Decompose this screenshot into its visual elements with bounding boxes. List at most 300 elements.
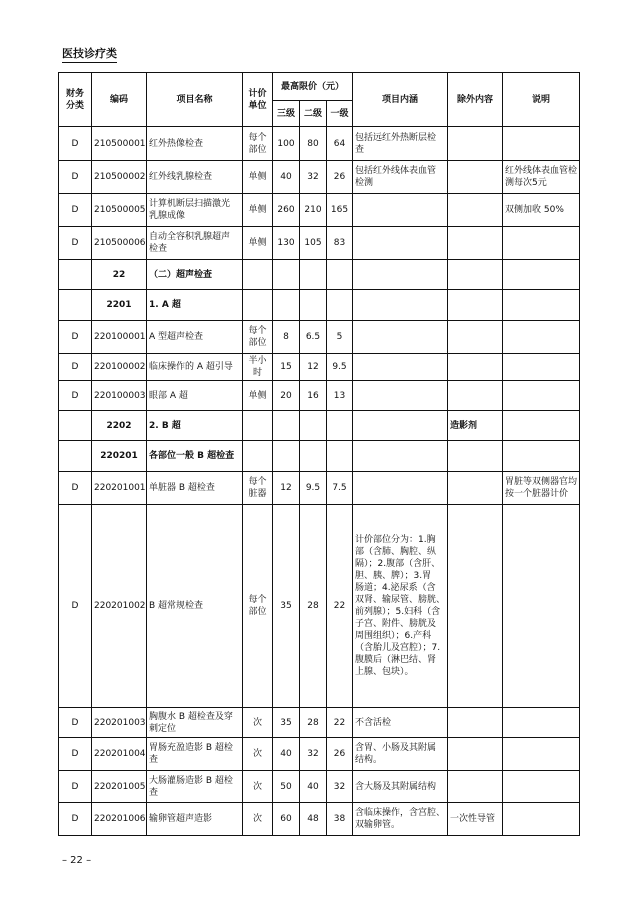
cell-fin bbox=[59, 354, 92, 381]
cell-content bbox=[353, 771, 448, 803]
cell-fin-text: D bbox=[71, 601, 79, 611]
cell-unit bbox=[243, 771, 273, 803]
cell-content-text: 计价部位分为：1.胸 部（含肺、胸腔、纵 隔）；2.腹部（含肝、 胆、胰、脾）；3.胃 肠道；4.泌尿系（含 双肾、输尿管、膀胱、 前列腺）；5.妇科（含 子宫、附件、膀胱及 周围组织）；6.产科 （含胎儿及宫腔）；7. 腹膜后（淋巴结、肾 上腺、包块）。 bbox=[355, 535, 446, 677]
cell-p3 bbox=[273, 411, 300, 441]
cell-unit bbox=[243, 290, 273, 321]
cell-desc bbox=[503, 472, 580, 505]
price-table bbox=[58, 72, 580, 836]
cell-p3 bbox=[273, 227, 300, 260]
cell-desc bbox=[503, 354, 580, 381]
cell-name bbox=[147, 505, 243, 708]
cell-unit bbox=[243, 441, 273, 472]
cell-name bbox=[147, 708, 243, 738]
cell-name-text: 自动全容积乳腺超声 检查 bbox=[149, 232, 231, 254]
header-max-price bbox=[273, 73, 353, 101]
cell-name bbox=[147, 472, 243, 505]
cell-p3-text: 40 bbox=[280, 172, 292, 182]
cell-unit bbox=[243, 505, 273, 708]
cell-name bbox=[147, 194, 243, 227]
table-row bbox=[59, 194, 580, 227]
cell-exclusion bbox=[448, 472, 503, 505]
table-row bbox=[59, 260, 580, 290]
cell-name-text: A 型超声检查 bbox=[149, 332, 204, 342]
cell-fin-text: D bbox=[71, 362, 79, 372]
cell-p3-text: 35 bbox=[280, 601, 292, 611]
cell-code bbox=[92, 381, 147, 411]
cell-exclusion bbox=[448, 411, 503, 441]
cell-code bbox=[92, 127, 147, 161]
cell-exclusion bbox=[448, 354, 503, 381]
cell-fin-text: D bbox=[71, 390, 79, 401]
cell-code bbox=[92, 771, 147, 803]
cell-desc-text: 胃脏等双侧器官均 按一个脏器计价 bbox=[505, 477, 578, 499]
cell-p3-text: 12 bbox=[280, 483, 292, 493]
table-row bbox=[59, 803, 580, 836]
cell-exclusion bbox=[448, 708, 503, 738]
cell-name bbox=[147, 321, 243, 354]
cell-p3-text: 260 bbox=[277, 205, 295, 215]
cell-fin-text: D bbox=[71, 814, 79, 824]
cell-code bbox=[92, 441, 147, 472]
cell-p3 bbox=[273, 441, 300, 472]
cell-p1-text: 22 bbox=[333, 601, 346, 611]
cell-desc bbox=[503, 260, 580, 290]
cell-unit-text: 单侧 bbox=[248, 172, 267, 182]
cell-name bbox=[147, 771, 243, 803]
header-code-label: 编码 bbox=[109, 94, 128, 105]
cell-code-text: 210500002 bbox=[94, 172, 146, 182]
header-desc bbox=[503, 73, 580, 127]
cell-desc bbox=[503, 381, 580, 411]
header-unit bbox=[243, 73, 273, 127]
cell-content bbox=[353, 708, 448, 738]
cell-desc bbox=[503, 738, 580, 771]
cell-exclusion bbox=[448, 738, 503, 771]
cell-exclusion bbox=[448, 441, 503, 472]
cell-desc bbox=[503, 161, 580, 194]
cell-p3-text: 35 bbox=[280, 717, 292, 728]
cell-p3-text: 15 bbox=[280, 362, 292, 372]
cell-code bbox=[92, 194, 147, 227]
cell-name bbox=[147, 738, 243, 771]
cell-p1 bbox=[327, 708, 353, 738]
cell-content bbox=[353, 411, 448, 441]
cell-p1 bbox=[327, 161, 353, 194]
cell-p1-text: 26 bbox=[333, 749, 346, 759]
cell-content bbox=[353, 354, 448, 381]
cell-desc bbox=[503, 321, 580, 354]
cell-unit bbox=[243, 738, 273, 771]
cell-unit bbox=[243, 161, 273, 194]
cell-unit-text: 次 bbox=[252, 814, 262, 824]
cell-exclusion-text: 造影剂 bbox=[450, 420, 478, 431]
cell-unit-text: 单侧 bbox=[248, 390, 267, 401]
table-row bbox=[59, 381, 580, 411]
cell-p1 bbox=[327, 472, 353, 505]
cell-p1-text: 9.5 bbox=[332, 362, 347, 372]
cell-unit bbox=[243, 127, 273, 161]
cell-unit-text: 单侧 bbox=[248, 238, 267, 248]
cell-name bbox=[147, 161, 243, 194]
cell-p1 bbox=[327, 354, 353, 381]
cell-p1 bbox=[327, 321, 353, 354]
cell-p3-text: 40 bbox=[280, 749, 292, 759]
cell-code-text: 210500005 bbox=[94, 205, 146, 215]
header-desc-label: 说明 bbox=[531, 94, 550, 105]
cell-code-text: 220201006 bbox=[94, 814, 146, 824]
cell-fin bbox=[59, 194, 92, 227]
cell-exclusion bbox=[448, 260, 503, 290]
table-row bbox=[59, 505, 580, 708]
cell-code bbox=[92, 803, 147, 836]
cell-content bbox=[353, 321, 448, 354]
cell-desc bbox=[503, 194, 580, 227]
cell-fin bbox=[59, 227, 92, 260]
cell-content bbox=[353, 290, 448, 321]
cell-name-text: 胸腹水 B 超检查及穿 刺定位 bbox=[149, 711, 233, 734]
cell-name-text: 输卵管超声造影 bbox=[149, 814, 213, 824]
cell-exclusion bbox=[448, 127, 503, 161]
cell-p1-text: 13 bbox=[333, 390, 346, 401]
cell-unit-text: 次 bbox=[252, 781, 262, 792]
cell-content-text: 含临床操作，含宫腔、 双输卵管。 bbox=[355, 808, 446, 830]
cell-p2 bbox=[300, 803, 327, 836]
cell-p3-text: 130 bbox=[277, 238, 295, 248]
header-lvl2-label: 二级 bbox=[303, 108, 322, 119]
table-row bbox=[59, 771, 580, 803]
cell-code-text: 2201 bbox=[106, 300, 132, 310]
header-exclusion-label: 除外内容 bbox=[456, 94, 493, 105]
cell-p1 bbox=[327, 771, 353, 803]
cell-unit-text: 单侧 bbox=[248, 205, 267, 215]
cell-name-text: 大肠灌肠造影 B 超检 查 bbox=[149, 775, 233, 798]
cell-exclusion bbox=[448, 771, 503, 803]
cell-unit bbox=[243, 708, 273, 738]
cell-fin bbox=[59, 738, 92, 771]
cell-fin-text: D bbox=[71, 332, 79, 342]
cell-code-text: 220100003 bbox=[94, 390, 146, 401]
cell-p2-text: 32 bbox=[307, 749, 319, 759]
category-label: 医技诊疗类 bbox=[62, 45, 117, 63]
cell-p3 bbox=[273, 127, 300, 161]
cell-p3-text: 50 bbox=[280, 781, 292, 792]
header-content bbox=[353, 73, 448, 127]
cell-p2 bbox=[300, 381, 327, 411]
cell-content bbox=[353, 194, 448, 227]
cell-name-text: 2. B 超 bbox=[149, 420, 181, 431]
cell-fin-text: D bbox=[71, 717, 79, 728]
cell-p3 bbox=[273, 260, 300, 290]
header-lvl1 bbox=[327, 101, 353, 127]
cell-content bbox=[353, 227, 448, 260]
cell-code-text: 220201004 bbox=[94, 749, 146, 759]
cell-unit bbox=[243, 321, 273, 354]
table-body bbox=[59, 127, 580, 836]
cell-desc bbox=[503, 290, 580, 321]
cell-fin-text: D bbox=[71, 483, 79, 493]
cell-name-text: 1. A 超 bbox=[149, 300, 181, 310]
cell-p3 bbox=[273, 505, 300, 708]
cell-desc bbox=[503, 803, 580, 836]
cell-name-text: 各部位一般 B 超检查 bbox=[149, 451, 235, 461]
cell-p1-text: 64 bbox=[333, 138, 346, 149]
table-row bbox=[59, 354, 580, 381]
cell-content bbox=[353, 472, 448, 505]
cell-p2-text: 12 bbox=[307, 362, 319, 372]
table-row bbox=[59, 227, 580, 260]
cell-content bbox=[353, 381, 448, 411]
cell-p1 bbox=[327, 411, 353, 441]
cell-content-text: 包括远红外热断层检 查 bbox=[355, 132, 437, 155]
cell-name-text: 胃肠充盈造影 B 超检 查 bbox=[149, 743, 233, 765]
cell-code-text: 210500006 bbox=[94, 238, 146, 248]
cell-p1-text: 5 bbox=[336, 332, 343, 342]
cell-content-text: 不含活检 bbox=[355, 717, 392, 728]
table-row bbox=[59, 708, 580, 738]
cell-name bbox=[147, 127, 243, 161]
cell-fin bbox=[59, 771, 92, 803]
cell-name bbox=[147, 290, 243, 321]
cell-code-text: 220201002 bbox=[94, 601, 146, 611]
cell-p2 bbox=[300, 227, 327, 260]
cell-unit-text: 每个 部位 bbox=[248, 132, 267, 155]
cell-unit bbox=[243, 260, 273, 290]
cell-fin bbox=[59, 260, 92, 290]
cell-content bbox=[353, 505, 448, 708]
cell-p3 bbox=[273, 472, 300, 505]
cell-unit bbox=[243, 354, 273, 381]
cell-p1-text: 165 bbox=[330, 205, 349, 215]
cell-code bbox=[92, 321, 147, 354]
cell-code bbox=[92, 260, 147, 290]
cell-unit bbox=[243, 194, 273, 227]
cell-p2 bbox=[300, 771, 327, 803]
table-row bbox=[59, 472, 580, 505]
cell-exclusion bbox=[448, 381, 503, 411]
cell-p1 bbox=[327, 803, 353, 836]
cell-desc bbox=[503, 127, 580, 161]
cell-desc bbox=[503, 411, 580, 441]
cell-content bbox=[353, 161, 448, 194]
cell-code bbox=[92, 354, 147, 381]
cell-p3-text: 20 bbox=[280, 390, 292, 401]
cell-exclusion bbox=[448, 290, 503, 321]
cell-name bbox=[147, 227, 243, 260]
cell-content-text: 包括红外线体表血管 检测 bbox=[355, 166, 437, 188]
cell-p2-text: 48 bbox=[307, 814, 319, 824]
cell-p1 bbox=[327, 194, 353, 227]
cell-p2-text: 105 bbox=[304, 238, 322, 248]
cell-code-text: 220201 bbox=[100, 451, 138, 461]
header-lvl2 bbox=[300, 101, 327, 127]
cell-exclusion bbox=[448, 194, 503, 227]
cell-fin bbox=[59, 472, 92, 505]
cell-p2-text: 6.5 bbox=[305, 332, 321, 342]
cell-name-text: 临床操作的 A 超引导 bbox=[149, 362, 233, 372]
cell-name bbox=[147, 354, 243, 381]
header-max-price-label: 最高限价（元） bbox=[280, 81, 344, 92]
header-lvl3 bbox=[273, 101, 300, 127]
cell-p1 bbox=[327, 260, 353, 290]
cell-code-text: 22 bbox=[112, 269, 126, 280]
cell-unit bbox=[243, 803, 273, 836]
cell-fin bbox=[59, 290, 92, 321]
cell-p1 bbox=[327, 505, 353, 708]
cell-p3 bbox=[273, 771, 300, 803]
cell-unit bbox=[243, 381, 273, 411]
cell-fin-text: D bbox=[71, 138, 79, 149]
table-row bbox=[59, 321, 580, 354]
cell-unit-text: 半小 时 bbox=[248, 356, 267, 378]
cell-name-text: B 超常规检查 bbox=[149, 601, 204, 611]
cell-code bbox=[92, 738, 147, 771]
cell-p1 bbox=[327, 127, 353, 161]
cell-p1 bbox=[327, 381, 353, 411]
cell-p3-text: 60 bbox=[280, 814, 292, 824]
cell-fin bbox=[59, 411, 92, 441]
cell-fin bbox=[59, 127, 92, 161]
cell-name-text: （二）超声检查 bbox=[149, 269, 213, 280]
cell-p2 bbox=[300, 505, 327, 708]
cell-p3 bbox=[273, 290, 300, 321]
cell-fin-text: D bbox=[71, 781, 79, 792]
cell-fin-text: D bbox=[71, 205, 79, 215]
cell-unit bbox=[243, 411, 273, 441]
cell-p2 bbox=[300, 472, 327, 505]
cell-content-text: 含大肠及其附属结构 bbox=[355, 781, 437, 792]
cell-p2 bbox=[300, 708, 327, 738]
header-fin bbox=[59, 73, 92, 127]
cell-name-text: 红外线乳腺检查 bbox=[149, 172, 213, 182]
cell-p2 bbox=[300, 127, 327, 161]
cell-content bbox=[353, 127, 448, 161]
cell-code bbox=[92, 411, 147, 441]
cell-unit-text: 每个 部位 bbox=[248, 595, 267, 617]
cell-desc bbox=[503, 227, 580, 260]
cell-p2-text: 9.5 bbox=[305, 483, 321, 493]
cell-code bbox=[92, 472, 147, 505]
cell-p2 bbox=[300, 321, 327, 354]
cell-exclusion bbox=[448, 505, 503, 708]
cell-content bbox=[353, 738, 448, 771]
header-lvl1-label: 一级 bbox=[330, 108, 349, 119]
cell-code-text: 220100001 bbox=[94, 332, 146, 342]
cell-p2-text: 40 bbox=[307, 781, 319, 792]
cell-fin bbox=[59, 321, 92, 354]
header-name-label: 项目名称 bbox=[176, 94, 213, 105]
table-row bbox=[59, 411, 580, 441]
cell-fin-text: D bbox=[71, 749, 79, 759]
cell-name-text: 单脏器 B 超检查 bbox=[149, 483, 215, 493]
cell-p1-text: 32 bbox=[333, 781, 346, 792]
header-lvl3-label: 三级 bbox=[276, 108, 295, 119]
header-content-label: 项目内涵 bbox=[381, 94, 418, 105]
cell-p3 bbox=[273, 381, 300, 411]
cell-unit bbox=[243, 227, 273, 260]
cell-p2-text: 28 bbox=[307, 601, 319, 611]
cell-unit-text: 每个 部位 bbox=[248, 326, 267, 348]
cell-p2 bbox=[300, 260, 327, 290]
cell-p2 bbox=[300, 290, 327, 321]
cell-p3 bbox=[273, 161, 300, 194]
cell-name bbox=[147, 441, 243, 472]
cell-exclusion-text: 一次性导管 bbox=[450, 814, 496, 824]
cell-fin bbox=[59, 708, 92, 738]
cell-p3-text: 100 bbox=[277, 138, 295, 149]
cell-code bbox=[92, 227, 147, 260]
cell-p1 bbox=[327, 290, 353, 321]
cell-fin bbox=[59, 381, 92, 411]
cell-code-text: 220201005 bbox=[94, 781, 146, 792]
table-row bbox=[59, 161, 580, 194]
cell-name bbox=[147, 803, 243, 836]
cell-p3 bbox=[273, 194, 300, 227]
cell-desc bbox=[503, 441, 580, 472]
cell-fin bbox=[59, 803, 92, 836]
header-unit-label: 计价 单位 bbox=[248, 88, 267, 111]
cell-p2-text: 28 bbox=[307, 717, 319, 728]
cell-code-text: 210500001 bbox=[94, 138, 146, 149]
page-number: – 22 – bbox=[62, 855, 92, 866]
table-row bbox=[59, 290, 580, 321]
cell-code-text: 2202 bbox=[106, 420, 132, 431]
cell-p2-text: 16 bbox=[307, 390, 319, 401]
cell-fin-text: D bbox=[71, 172, 79, 182]
cell-fin bbox=[59, 161, 92, 194]
cell-content bbox=[353, 441, 448, 472]
cell-code-text: 220201001 bbox=[94, 483, 146, 493]
cell-unit bbox=[243, 472, 273, 505]
header-exclusion bbox=[448, 73, 503, 127]
cell-code bbox=[92, 290, 147, 321]
cell-name bbox=[147, 411, 243, 441]
cell-p2 bbox=[300, 738, 327, 771]
table-row bbox=[59, 127, 580, 161]
cell-p2 bbox=[300, 354, 327, 381]
cell-content bbox=[353, 803, 448, 836]
cell-p1 bbox=[327, 738, 353, 771]
cell-desc bbox=[503, 771, 580, 803]
cell-code bbox=[92, 161, 147, 194]
cell-p2 bbox=[300, 194, 327, 227]
cell-p2 bbox=[300, 161, 327, 194]
cell-name-text: 眼部 A 超 bbox=[149, 390, 188, 401]
cell-name-text: 计算机断层扫描激光 乳腺成像 bbox=[149, 199, 231, 221]
cell-fin bbox=[59, 441, 92, 472]
cell-name bbox=[147, 260, 243, 290]
cell-p1 bbox=[327, 441, 353, 472]
cell-exclusion bbox=[448, 321, 503, 354]
cell-fin bbox=[59, 505, 92, 708]
cell-exclusion bbox=[448, 161, 503, 194]
cell-p1-text: 26 bbox=[333, 172, 346, 182]
cell-name-text: 红外热像检查 bbox=[149, 138, 204, 149]
cell-p3 bbox=[273, 803, 300, 836]
cell-p1-text: 22 bbox=[333, 717, 346, 728]
cell-code-text: 220100002 bbox=[94, 362, 146, 372]
cell-p1-text: 7.5 bbox=[332, 483, 347, 493]
header-fin-label: 财务 分类 bbox=[65, 88, 84, 111]
table-row bbox=[59, 738, 580, 771]
cell-exclusion bbox=[448, 227, 503, 260]
cell-code bbox=[92, 505, 147, 708]
cell-p3 bbox=[273, 354, 300, 381]
cell-code-text: 220201003 bbox=[94, 717, 146, 728]
cell-content bbox=[353, 260, 448, 290]
cell-p3 bbox=[273, 321, 300, 354]
cell-p1-text: 38 bbox=[333, 814, 346, 824]
cell-content-text: 含胃、小肠及其附属 结构。 bbox=[355, 743, 437, 765]
